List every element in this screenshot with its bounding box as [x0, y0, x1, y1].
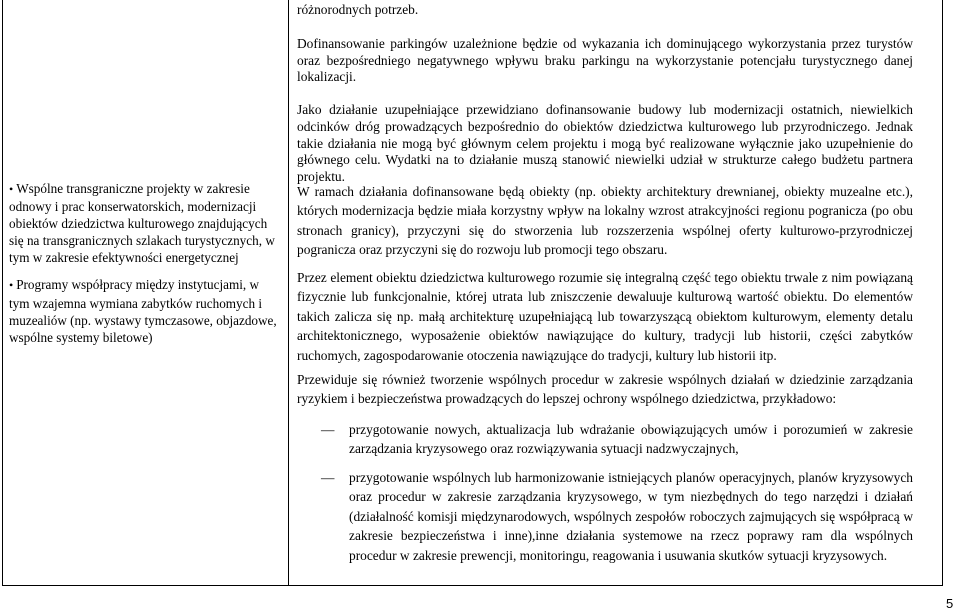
dash-list-item [297, 468, 913, 565]
dash-list-item [297, 420, 913, 459]
paragraph-parking: Dofinansowanie parkingów uzależnione będzie od wykazania ich dominującego wykorzystania przez turystów oraz bezpośredniego negatywnego wpływu braku parkingu na wykorzystanie potencjału turystycznego danej lokalizacji. [297, 36, 913, 84]
column-divider [288, 0, 289, 586]
bullet-text: Wspólne transgraniczne projekty w zakresie odnowy i prac konserwatorskich, modernizacji obiektów dziedzictwa kulturowego znajdujących się na transgranicznych szlakach turystycznych, w tym w zakresie efektywności energetycznej [9, 181, 275, 266]
page-number: 5 [946, 596, 954, 611]
paragraph-continuation: różnorodnych potrzeb. [297, 2, 419, 17]
paragraph-objects: W ramach działania dofinansowane będą obiekty (np. obiekty architektury drewnianej, obiekty muzealne etc.), których modernizacja będzie miała korzystny wpływ na lokalny wzrost atrakcyjności regionu pogranicza (po obu stronach granicy), przyczyni się do stworzenia lub rozszerzenia wspólnej oferty kulturowo-przyrodniczej pogranicza oraz przyczyni się do rozwoju lub promocji tego obszaru. [297, 184, 913, 258]
paragraph-roads: Jako działanie uzupełniające przewidziano dofinansowanie budowy lub modernizacji ostatnich, niewielkich odcinków dróg prowadzących bezpośrednio do obiektów dziedzictwa kulturowego lub przyrodniczego. Jednak takie działania nie mogą być głównym celem projektu i mogą być realizowane wyłącznie jako uzupełnienie do głównego celu. Wydatki na to działanie muszą stanowić niewielki udział w strukturze całego budżetu partnera projektu. [297, 102, 913, 185]
bullet-icon: • [9, 278, 14, 293]
bullet-item [9, 180, 281, 266]
content-table [2, 0, 943, 586]
dash-icon: — [321, 422, 335, 437]
bullet-icon: • [9, 182, 14, 196]
paragraph-procedures: Przewiduje się również tworzenie wspólnych procedur w zakresie wspólnych działań w dziedzinie zarządzania ryzykiem i bezpieczeństwa prowadzących do lepszej ochrony wspólnego dziedzictwa, przykładowo: [297, 372, 913, 407]
paragraph-element-definition: Przez element obiektu dziedzictwa kulturowego rozumie się integralną część tego obiektu trwale z nim powiązaną fizycznie lub funkcjonalnie, której utrata lub zniszczenie dewaluuje kulturową wartość obiektu. Do elementów takich zalicza się np. małą architekturę uzupełniającą lub towarzyszącą obiektom kulturowym, elementy detalu architektonicznego, wyposażenie obiektów nawiązujące do kultury, tradycji lub historii, części zabytków ruchomych, zagospodarowanie otoczenia nawiązujące do tradycji, kultury lub historii itp. [297, 270, 913, 363]
bullet-text: Programy współpracy między instytucjami, w tym wzajemna wymiana zabytków ruchomych i muzealiów (np. wystawy tymczasowe, objazdowe, wspólne systemy biletowe) [9, 277, 277, 345]
dash-item-text: przygotowanie wspólnych lub harmonizowanie istniejących planów operacyjnych, planów kryzysowych oraz procedur w zakresie zarządzania kryzysowego, w tym niezbędnych do tego narzędzi i działań (działalność komisji międzynarodowych, wspólnych zespołów roboczych zajmujących się współpracą w zakresie bezpieczeństwa i inne),inne działania systemowe na rzecz poprawy ram dla wspólnych procedur w zakresie prewencji, monitoringu, reagowania i usuwania skutków sytuacji kryzysowych. [349, 470, 913, 563]
dash-item-text: przygotowanie nowych, aktualizacja lub wdrażanie obowiązujących umów i porozumień w zakresie zarządzania kryzysowego oraz rozwiązywania sytuacji nadzwyczajnych, [349, 422, 913, 457]
left-column [9, 180, 281, 356]
bullet-item [9, 276, 281, 345]
dash-icon: — [321, 470, 335, 485]
